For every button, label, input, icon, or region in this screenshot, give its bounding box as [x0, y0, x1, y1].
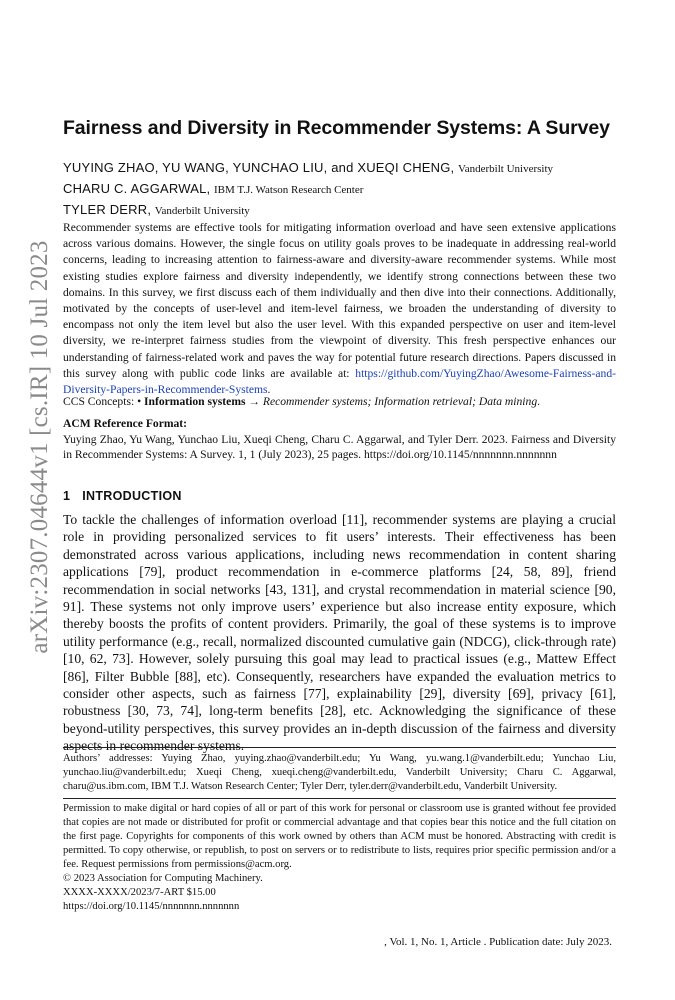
author-names-3: TYLER DERR, — [63, 202, 152, 217]
abstract-end: . — [267, 383, 271, 397]
acm-reference-text: Yuying Zhao, Yu Wang, Yunchao Liu, Xueqi Cheng, Charu C. Aggarwal, and Tyler Derr. 2023. Fairness and Diversity in Recommender Systems: A Survey. 1, 1 (July 2023), 25 pages. https://doi.org/10.1145/nnnnnnn.nnnnnnn — [63, 432, 616, 461]
divider-rule — [63, 798, 616, 799]
section-number: 1 — [63, 489, 71, 503]
introduction-text: To tackle the challenges of information overload [11], recommender systems are playing a crucial role in providing personalized services to fit users’ interests. Their effectiveness has been demonstrated across various applications, including news recommendation in content sharing applications [79], product recommendation in e-commerce platforms [24, 58, 89], friend recommendation in social networks [43, 131], and crystal recommendation in material science [90, 91]. These systems not only improve users’ experience but also increase entity exposure, which thereby boosts the profits of content providers. Primarily, the goal of these systems is to improve utility performance (e.g., recall, normalized discounted cumulative gain (NDCG), click-through rate) [10, 62, 73]. However, solely pursuing this goal may lead to practical issues (e.g., Mattew Effect [86], Filter Bubble [88], etc). Consequently, researchers have expanded the evaluation metrics to consider other aspects, such as fairness [77], explainability [29], diversity [69], privacy [61], robustness [30, 73, 74], long-term benefits [28], etc. Acknowledging the significance of these beyond-utility perspectives, this survey provides an in-depth discussion of the fairness and diversity aspects in recommender systems. — [63, 512, 616, 754]
acm-reference-heading: ACM Reference Format: — [63, 417, 188, 430]
code-link[interactable]: https://github.com/YuyingZhao/Awesome-Fairness-and-Diversity-Papers-in-Recommender-Systems — [63, 366, 616, 397]
author-block — [63, 158, 623, 221]
arxiv-id: arXiv:2307.04644v1 [cs.IR] 10 Jul 2023 — [26, 240, 53, 654]
ccs-arrow: → — [245, 395, 263, 408]
ccs-end: . — [537, 395, 541, 408]
author-names-1: YUYING ZHAO, YU WANG, YUNCHAO LIU, and XUEQI CHENG, — [63, 160, 455, 175]
permission-notice — [63, 802, 616, 914]
author-affiliation-1: Vanderbilt University — [458, 163, 554, 175]
paper-title: Fairness and Diversity in Recommender Systems: A Survey — [63, 117, 610, 139]
ccs-label: CCS Concepts: • — [63, 395, 145, 408]
author-line-2 — [63, 179, 623, 200]
abstract-text: Recommender systems are effective tools for mitigating information overload and have seen extensive applications across various domains. However, the single focus on utility goals proves to be inadequate in addressing real-world concerns, leading to increasing attention to fairness-aware and diversity-aware recommender systems. While most existing studies explore fairness and diversity independently, we identify strong connections between these two domains. In this survey, we first discuss each of them individually and then dive into their connections. Additionally, motivated by the concepts of user-level and item-level fairness, we broaden the understanding of diversity to encompass not only the item level but also the user level. With this expanded perspective on user and item-level diversity, we re-interpret fairness studies from the viewpoint of diversity. This fresh perspective enhances our understanding of fairness-related work and paves the way for potential future research directions. Papers discussed in this survey along with public code links are available at: — [63, 221, 616, 380]
divider-rule — [63, 747, 616, 748]
author-line-1 — [63, 158, 623, 179]
arxiv-stamp — [24, 212, 56, 682]
page-footer: , Vol. 1, No. 1, Article . Publication date: July 2023. — [384, 936, 612, 948]
author-affiliation-3: Vanderbilt University — [154, 205, 250, 217]
ccs-concepts — [63, 395, 616, 408]
author-names-2: CHARU C. AGGARWAL, — [63, 181, 211, 196]
permission-text: Permission to make digital or hard copies of all or part of this work for personal or classroom use is granted without fee provided that copies are not made or distributed for profit or commercial advantage and that copies bear this notice and the full citation on the first page. Copyrights for components of this work owned by others than ACM must be honored. Abstracting with credit is permitted. To copy otherwise, or republish, to post on servers or to redistribute to lists, requires prior specific permission and/or a fee. Request permissions from permissions@acm.org. — [63, 803, 616, 870]
author-line-3 — [63, 200, 623, 221]
doi-line: https://doi.org/10.1145/nnnnnnn.nnnnnnn — [63, 901, 240, 912]
section-title: INTRODUCTION — [82, 489, 182, 503]
authors-addresses: Authors’ addresses: Yuying Zhao, yuying.zhao@vanderbilt.edu; Yu Wang, yu.wang.1@vanderbilt.edu; Yunchao Liu, yunchao.liu@vanderbilt.edu; Xueqi Cheng, xueqi.cheng@vanderbilt.edu, Vanderbilt University; Charu C. Aggarwal, charu@us.ibm.com, IBM T.J. Watson Research Center; Tyler Derr, tyler.derr@vanderbilt.edu, Vanderbilt University. — [63, 753, 616, 792]
section-heading — [63, 489, 182, 503]
copyright-line: © 2023 Association for Computing Machinery. — [63, 873, 263, 884]
abstract — [63, 220, 616, 398]
acm-reference — [63, 416, 616, 463]
ccs-category: Information systems — [144, 395, 246, 408]
author-affiliation-2: IBM T.J. Watson Research Center — [213, 184, 364, 196]
article-code: XXXX-XXXX/2023/7-ART $15.00 — [63, 887, 216, 898]
ccs-items: Recommender systems; Information retrieval; Data mining — [262, 395, 538, 408]
